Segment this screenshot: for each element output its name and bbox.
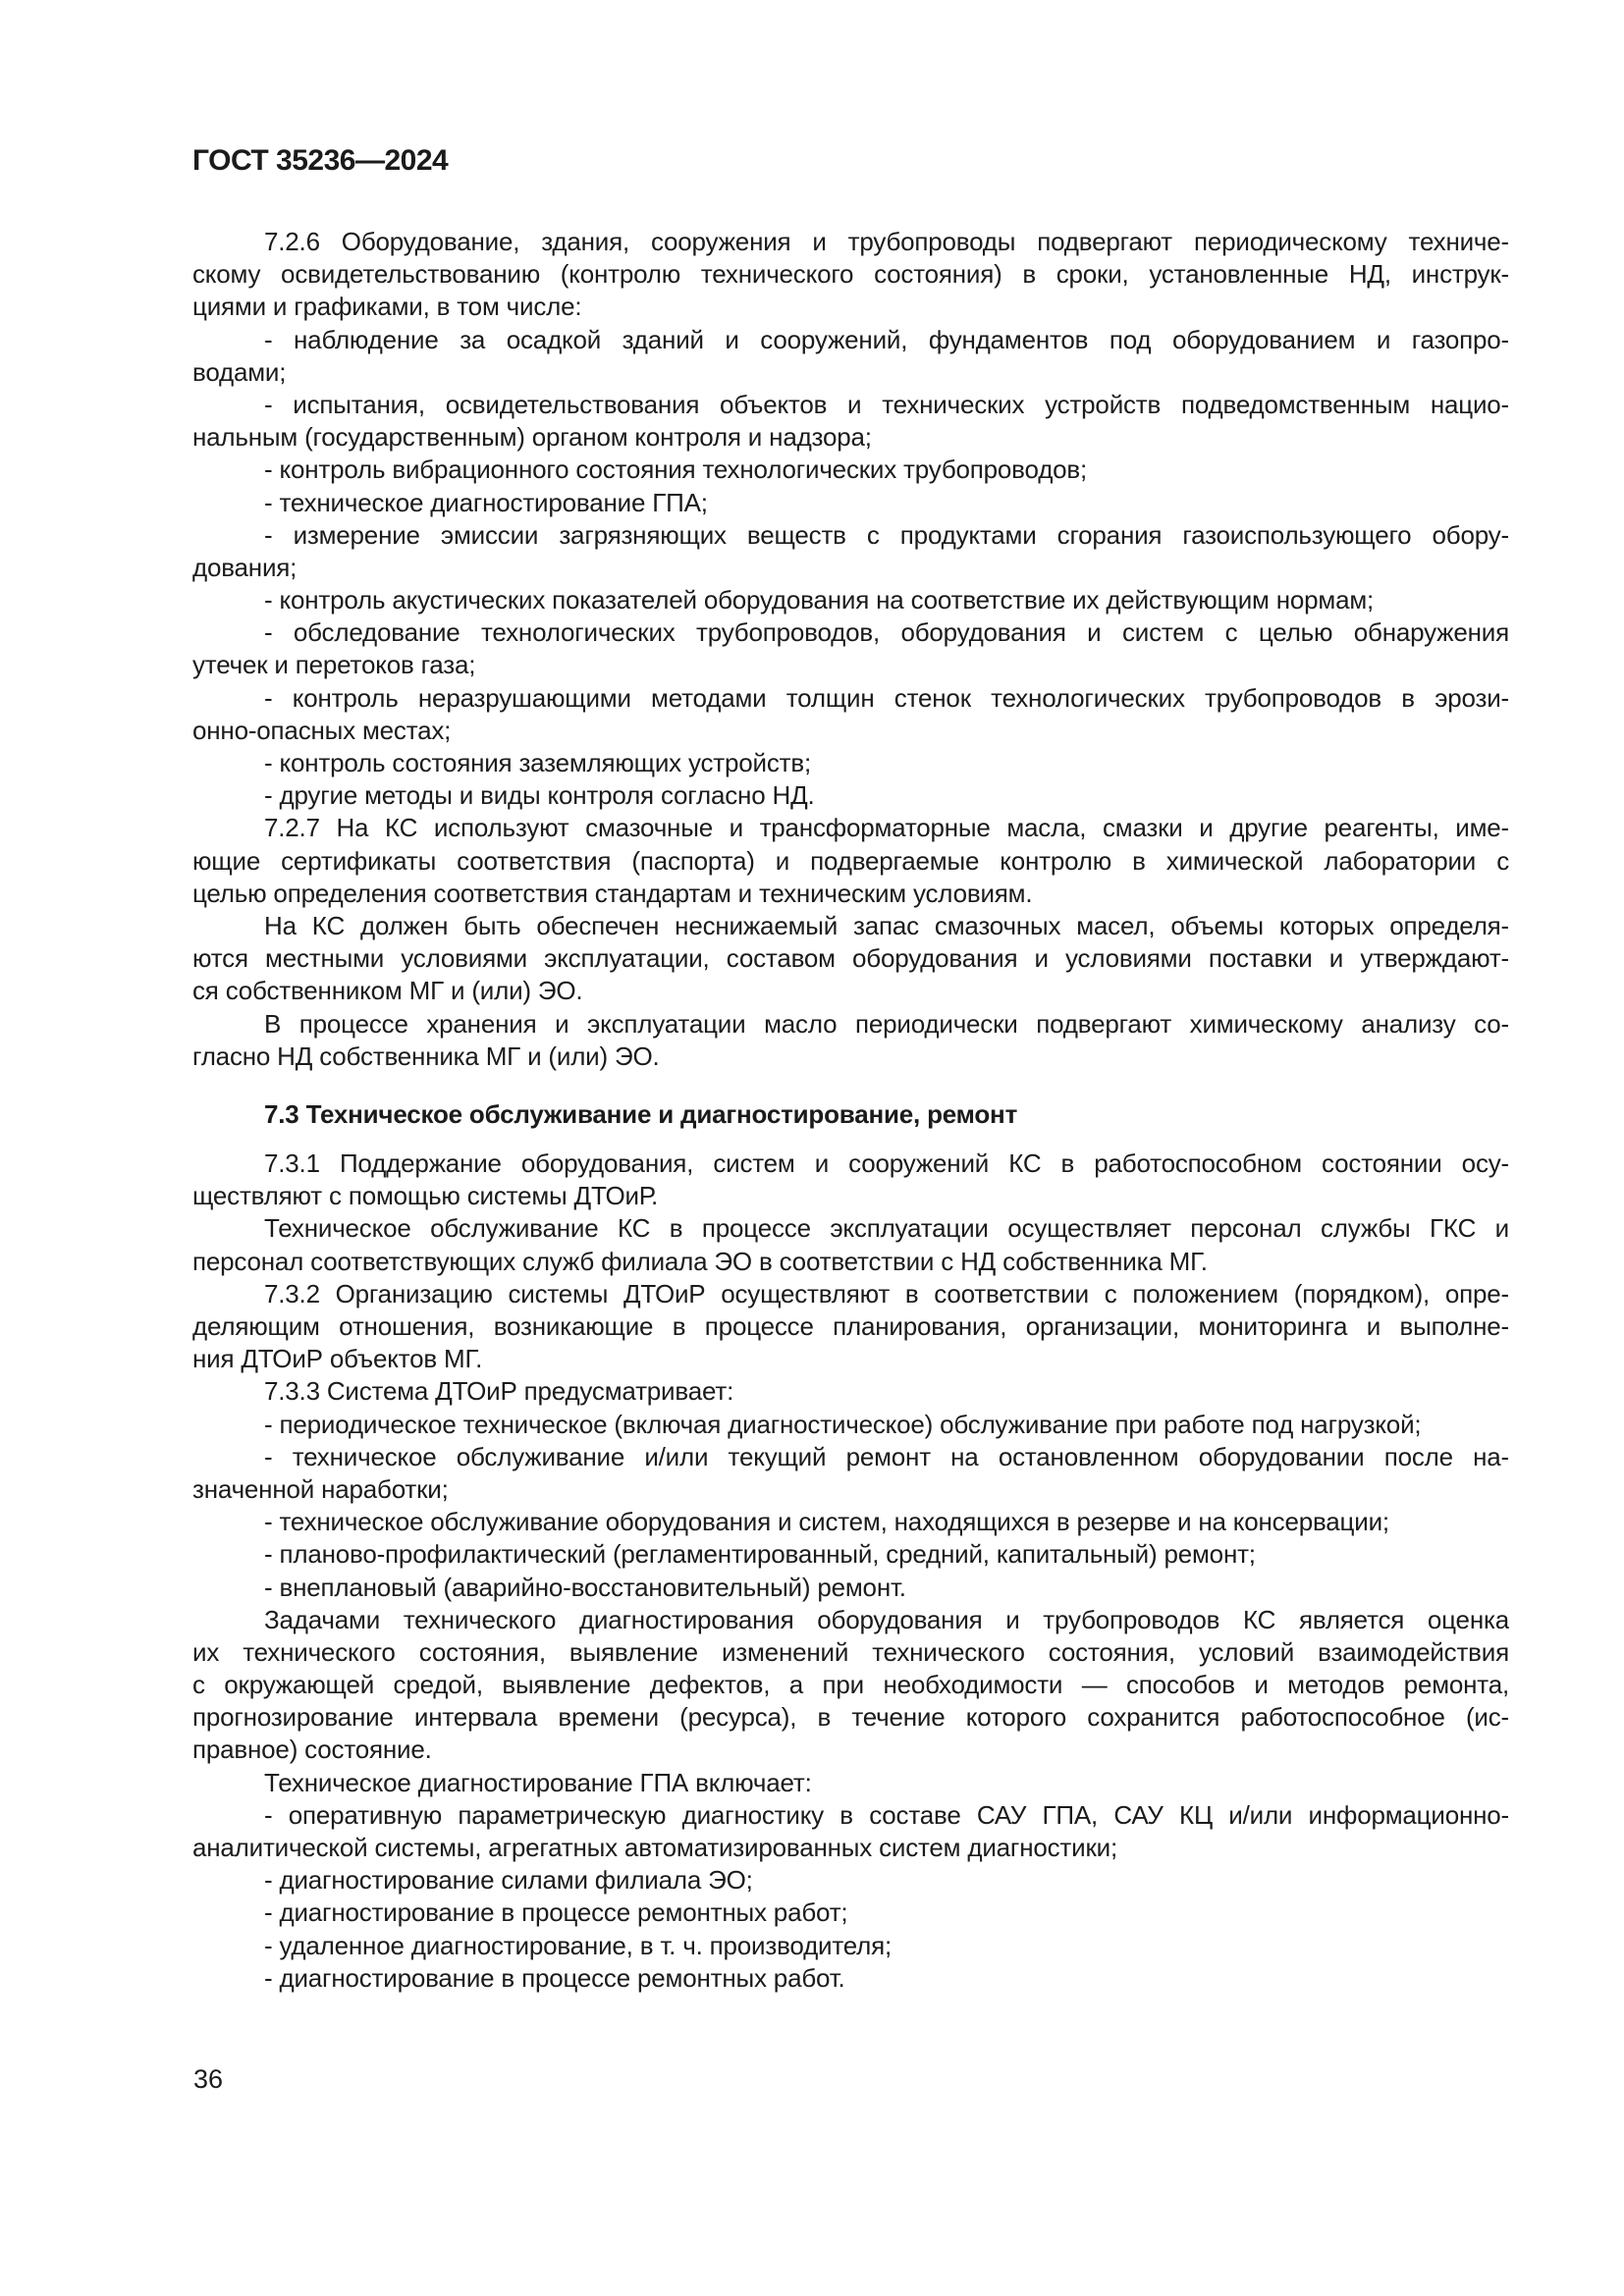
text-line: значенной наработки; bbox=[192, 1473, 449, 1504]
text-line: водами; bbox=[192, 356, 287, 387]
text-line: - диагностирование силами филиала ЭО; bbox=[264, 1865, 753, 1896]
paragraph bbox=[192, 1506, 1509, 1538]
text-line: с окружающей средой, выявление дефектов, а при необходимости — способов и методов ремонта, bbox=[192, 1670, 1509, 1700]
text-line: 7.3.3 Система ДТОиР предусматривает: bbox=[264, 1376, 734, 1407]
paragraph bbox=[192, 1148, 1509, 1212]
text-line: - обследование технологических трубопроводов, оборудования и систем с целью обнаружения bbox=[264, 617, 1509, 648]
paragraph bbox=[192, 812, 1509, 910]
paragraph bbox=[192, 1767, 1509, 1799]
text-line: - внеплановый (аварийно-восстановительный) ремонт. bbox=[264, 1572, 906, 1602]
section-heading bbox=[192, 1098, 1509, 1131]
document-body bbox=[192, 226, 1509, 1995]
paragraph bbox=[192, 1278, 1509, 1376]
text-line: - периодическое техническое (включая диагностическое) обслуживание при работе под нагрузкой; bbox=[264, 1409, 1422, 1439]
paragraph bbox=[192, 584, 1509, 616]
paragraph bbox=[192, 1604, 1509, 1767]
paragraph bbox=[192, 779, 1509, 812]
paragraph bbox=[192, 910, 1509, 1008]
text-line: 7.3.1 Поддержание оборудования, систем и сооружений КС в работоспособном состоянии осу- bbox=[264, 1148, 1509, 1179]
paragraph bbox=[192, 1799, 1509, 1864]
paragraph bbox=[192, 1008, 1509, 1073]
paragraph bbox=[192, 1538, 1509, 1571]
text-line: - измерение эмиссии загрязняющих веществ с продуктами сгорания газоиспользующего обору- bbox=[264, 519, 1509, 550]
text-line: ся собственником МГ и (или) ЭО. bbox=[192, 976, 583, 1006]
paragraph bbox=[192, 616, 1509, 681]
text-line: - диагностирование в процессе ремонтных работ; bbox=[264, 1897, 848, 1928]
text-line: - оперативную параметрическую диагностику в составе САУ ГПА, САУ КЦ и/или информационно- bbox=[264, 1799, 1509, 1830]
text-line: 7.3.2 Организацию системы ДТОиР осуществляют в соответствии с положением (порядком), опре- bbox=[264, 1278, 1509, 1308]
paragraph bbox=[192, 487, 1509, 519]
text-line: 7.2.6 Оборудование, здания, сооружения и трубопроводы подвергают периодическому техниче- bbox=[264, 227, 1509, 256]
text-line: прогнозирование интервала времени (ресурса), в течение которого сохранится работоспособное (ис- bbox=[192, 1702, 1509, 1733]
text-line: - техническое обслуживание оборудования и систем, находящихся в резерве и на консервации; bbox=[264, 1507, 1389, 1537]
text-line: циями и графиками, в том числе: bbox=[192, 292, 582, 322]
text-line: Техническое диагностирование ГПА включает: bbox=[264, 1767, 812, 1797]
text-line: деляющим отношения, возникающие в процессе планирования, организации, мониторинга и выполне- bbox=[192, 1311, 1509, 1341]
text-line: правное) состояние. bbox=[192, 1735, 432, 1765]
paragraph bbox=[192, 1375, 1509, 1408]
text-line: - контроль вибрационного состояния технологических трубопроводов; bbox=[264, 454, 1088, 485]
text-line: ния ДТОиР объектов МГ. bbox=[192, 1344, 483, 1374]
page-number: 36 bbox=[193, 2064, 224, 2094]
paragraph bbox=[192, 682, 1509, 747]
text-line: На КС должен быть обеспечен неснижаемый запас смазочных масел, объемы которых определя- bbox=[264, 910, 1509, 940]
text-line: - испытания, освидетельствования объектов и технических устройств подведомственным нацио- bbox=[264, 389, 1509, 419]
text-line: - техническое обслуживание и/или текущий ремонт на остановленном оборудовании после на- bbox=[264, 1441, 1509, 1471]
text-line: - наблюдение за осадкой зданий и сооружений, фундаментов под оборудованием и газопро- bbox=[264, 324, 1509, 354]
paragraph bbox=[192, 1930, 1509, 1962]
text-line: - контроль состояния заземляющих устройств; bbox=[264, 748, 812, 777]
paragraph bbox=[192, 1572, 1509, 1604]
paragraph bbox=[192, 324, 1509, 389]
text-line: персонал соответствующих служб филиала ЭО в соответствии с НД собственника МГ. bbox=[192, 1246, 1208, 1276]
paragraph bbox=[192, 1441, 1509, 1506]
text-line: онно-опасных местах; bbox=[192, 715, 452, 745]
paragraph bbox=[192, 747, 1509, 779]
paragraph bbox=[192, 1409, 1509, 1441]
text-line: - планово-профилактический (регламентированный, средний, капитальный) ремонт; bbox=[264, 1539, 1256, 1570]
text-line: В процессе хранения и эксплуатации масло периодически подвергают химическому анализу со- bbox=[264, 1008, 1509, 1039]
text-line: 7.3 Техническое обслуживание и диагностирование, ремонт bbox=[264, 1098, 1018, 1129]
text-line: Техническое обслуживание КС в процессе эксплуатации осуществляет персонал службы ГКС и bbox=[264, 1213, 1509, 1244]
paragraph bbox=[192, 1896, 1509, 1929]
text-line: скому освидетельствованию (контролю технического состояния) в сроки, установленные НД, инструк- bbox=[192, 259, 1509, 290]
text-line: ющие сертификаты соответствия (паспорта) и подвергаемые контролю в химической лаборатории с bbox=[192, 845, 1509, 876]
text-line: целью определения соответствия стандартам и техническим условиям. bbox=[192, 878, 1033, 908]
paragraph bbox=[192, 454, 1509, 486]
text-line: - удаленное диагностирование, в т. ч. производителя; bbox=[264, 1930, 893, 1960]
paragraph bbox=[192, 1212, 1509, 1277]
text-line: - техническое диагностирование ГПА; bbox=[264, 487, 708, 517]
text-line: утечек и перетоков газа; bbox=[192, 650, 476, 680]
text-line: нальным (государственным) органом контроля и надзора; bbox=[192, 422, 872, 453]
text-line: 7.2.7 На КС используют смазочные и трансформаторные масла, смазки и другие реагенты, име- bbox=[264, 813, 1509, 843]
text-line: их технического состояния, выявление изменений технического состояния, условий взаимодействия bbox=[192, 1636, 1509, 1667]
paragraph bbox=[192, 1864, 1509, 1896]
paragraph bbox=[192, 519, 1509, 584]
text-line: гласно НД собственника МГ и (или) ЭО. bbox=[192, 1041, 660, 1071]
text-line: ществляют с помощью системы ДТОиР. bbox=[192, 1181, 659, 1211]
paragraph bbox=[192, 1962, 1509, 1995]
standard-code-header: ГОСТ 35236—2024 bbox=[192, 144, 449, 177]
text-line: - диагностирование в процессе ремонтных работ. bbox=[264, 1962, 845, 1993]
paragraph bbox=[192, 389, 1509, 454]
text-line: Задачами технического диагностирования оборудования и трубопроводов КС является оценка bbox=[264, 1604, 1509, 1634]
text-line: - другие методы и виды контроля согласно НД. bbox=[264, 780, 815, 811]
text-line: - контроль акустических показателей оборудования на соответствие их действующим нормам; bbox=[264, 585, 1375, 615]
text-line: аналитической системы, агрегатных автоматизированных систем диагностики; bbox=[192, 1833, 1117, 1862]
text-line: - контроль неразрушающими методами толщин стенок технологических трубопроводов в эрози- bbox=[264, 682, 1509, 713]
paragraph bbox=[192, 226, 1509, 324]
text-line: ются местными условиями эксплуатации, составом оборудования и условиями поставки и утверждают- bbox=[192, 943, 1509, 974]
text-line: дования; bbox=[192, 552, 298, 582]
